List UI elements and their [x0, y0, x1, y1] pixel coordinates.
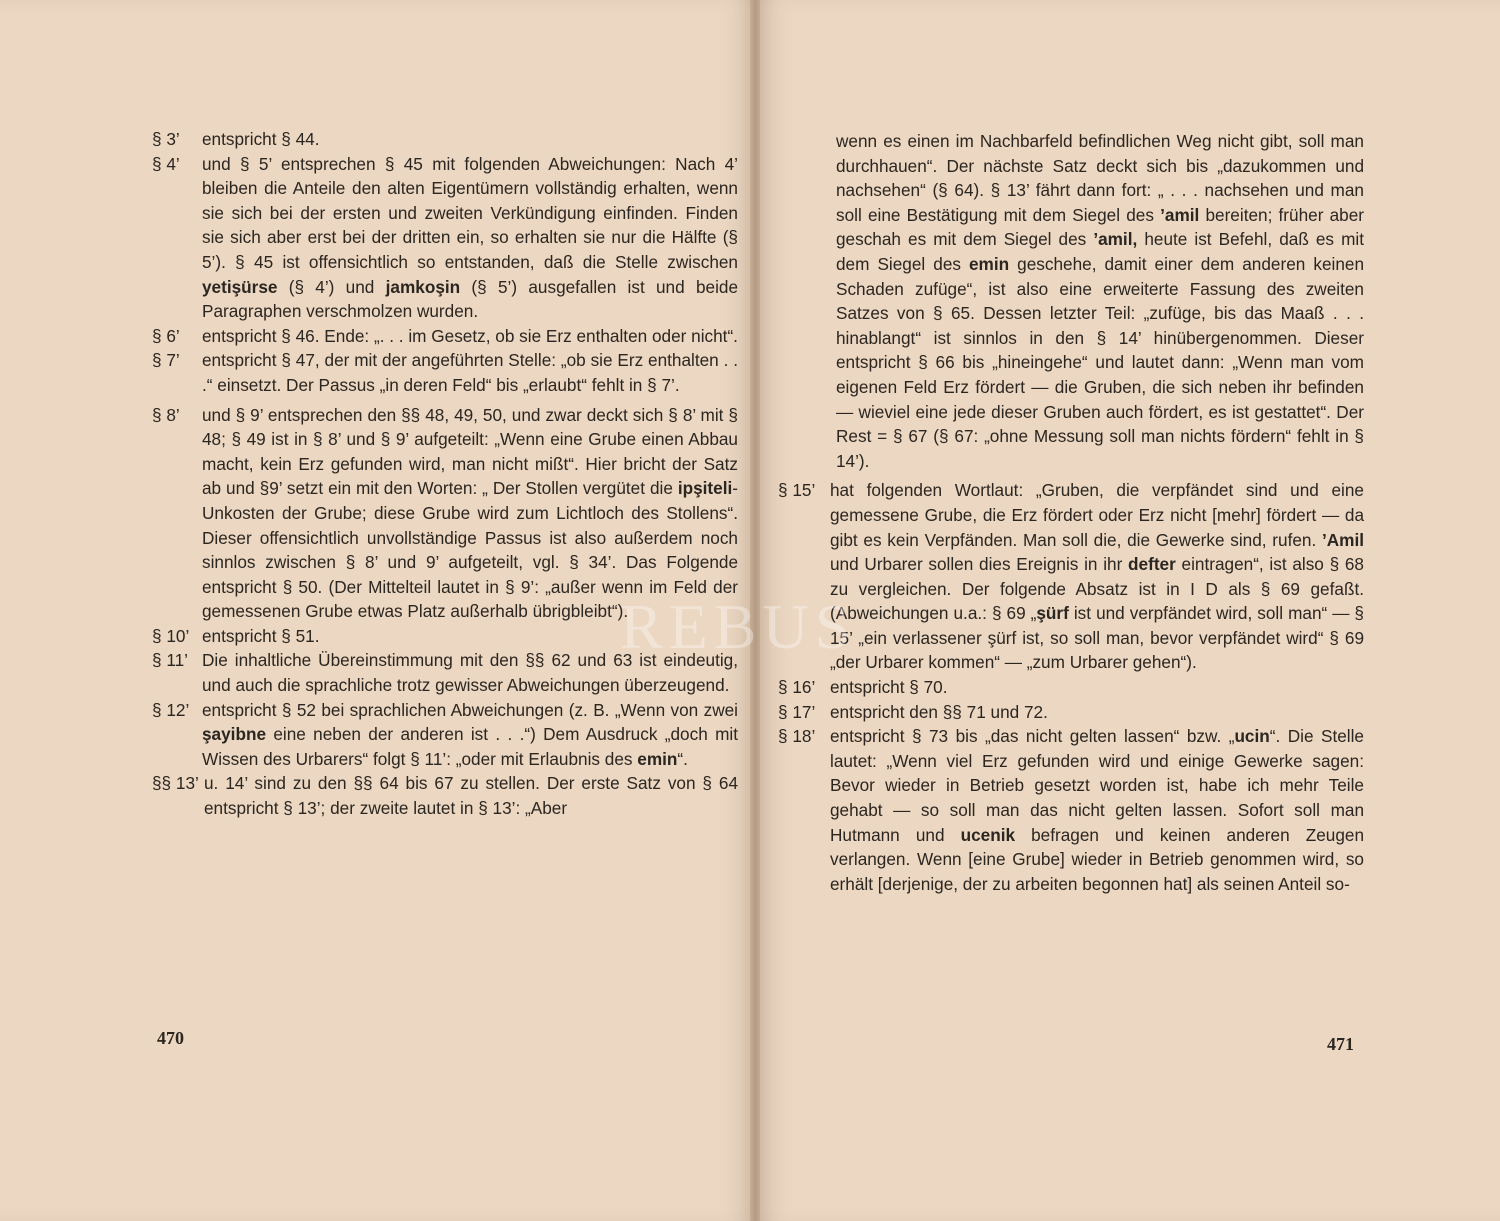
paragraph-text: hat folgenden Wortlaut: „Gruben, die verpfändet sind und eine gemessene Grube, die Erz fördert oder Erz nicht [mehr] fördert — da gibt es kein Verpfänden. Man soll die, die Gewerke sind, rufen. ’Amil und Urbarer sollen dies Ereignis in ihr defter eintragen“, ist also § 68 zu vergleichen. Der folgende Absatz ist in I D als § 69 gefaßt. (Abweichungen u.a.: § 69 „şürf ist und verpfändet wird, soll man“ — § 15’ „ein verlassener şürf ist, so soll man, bevor verpfändet wird“ § 69 „der Urbarer kommen“ — „zum Urbarer gehen“).	[830, 480, 1364, 673]
bold-term: ’amil,	[1093, 229, 1138, 250]
bold-term: ucenik	[960, 824, 1016, 845]
paragraph	[152, 348, 738, 397]
section-mark: § 7’	[152, 350, 180, 371]
section-mark: § 8’	[152, 404, 180, 425]
bold-term: ’Amil	[1321, 529, 1364, 550]
section-mark: §§ 13’	[152, 773, 199, 794]
bold-term: ’amil	[1160, 204, 1200, 225]
bold-term: şürf	[1036, 603, 1069, 624]
paragraph-text: entspricht § 46. Ende: „. . . im Gesetz, ob sie Erz enthalten oder nicht“.	[202, 325, 738, 346]
continued-paragraph: wenn es einen im Nachbarfeld befindlichen Weg nicht gibt, soll man durchhauen“. Der nächste Satz deckt sich bis „dazukommen und nachsehen“ (§ 64). § 13’ fährt dann fort: „ . . . nachsehen und man soll eine Bestätigung mit dem Siegel des ’amil bereiten; früher aber geschah es mit dem Siegel des ’amil, heute ist Befehl, daß es mit dem Siegel des emin geschehe, damit einer dem anderen keinen Schaden zufüge“, ist also eine erweiterte Fassung des zweiten Satzes von § 65. Dessen letzter Teil: „zufüge, bis das Maaß . . . hinablangt“ ist sinnlos in den § 14’ hinübergenommen. Dieser entspricht § 66 bis „hineingehe“ und lautet dann: „Wenn man vom eigenen Feld Erz fördert — die Gruben, die sich neben ihr befinden — wieviel eine jede dieser Gruben auch fördert, es ist gestattet“. Der Rest = § 67 (§ 67: „ohne Messung soll man nichts fördern“ fehlt in § 14’).	[836, 131, 1365, 471]
section-mark: § 17’	[778, 701, 816, 722]
section-mark: § 11’	[152, 650, 188, 671]
paragraph	[152, 127, 738, 152]
paragraph	[152, 698, 738, 772]
paragraph-text: und § 9’ entsprechen den §§ 48, 49, 50, und zwar deckt sich § 8’ mit § 48; § 49 ist in § 8’ und § 9’ aufgeteilt: „Wenn eine Grube einen Abbau macht, kein Erz gefunden wird, man nicht mißt“. Hier bricht der Satz ab und §9’ setzt ein mit den Worten: „ Der Stollen vergütet die ipşiteli-Unkosten der Grube; diese Grube wird zum Lichtloch des Stollens“. Dieser offensichtlich unvollständige Passus ist also außerdem noch sinnlos zwischen § 8’ und 9’ aufgeteilt, vgl. § 34’. Das Folgende entspricht § 50. (Der Mittelteil lautet in § 9’: „außer wenn im Feld der gemessenen Grube etwas Platz außerhalb übrigbleibt“).	[202, 404, 738, 622]
paragraph-text: entspricht § 70.	[830, 677, 948, 698]
section-mark: § 12’	[152, 699, 190, 720]
paragraph-text: und § 5’ entsprechen § 45 mit folgenden Abweichungen: Nach 4’ bleiben die Anteile den alten Eigentümern vollständig erhalten, wenn sie sich bei der ersten und zweiten Verkündigung einfinden. Finden sie sich aber erst bei der dritten ein, so erhalten sie nur die Hälfte (§ 5’). § 45 ist offensichtlich so entstanden, daß die Stelle zwischen yetişürse (§ 4’) und jamkoşin (§ 5’) ausgefallen ist und beide Paragraphen verschmolzen wurden.	[202, 153, 738, 322]
section-mark: § 4’	[152, 153, 180, 174]
paragraph	[778, 478, 1364, 675]
right-page-number: 471	[1327, 1034, 1354, 1054]
section-mark: § 15’	[778, 480, 816, 501]
bold-term: emin	[637, 748, 678, 769]
bold-term: şayibne	[202, 724, 267, 745]
paragraph-text: entspricht den §§ 71 und 72.	[830, 701, 1048, 722]
section-mark: § 18’	[778, 726, 816, 747]
bold-term: yetişürse	[202, 276, 278, 297]
paragraph	[152, 771, 738, 820]
left-page-number: 470	[157, 1028, 184, 1048]
paragraph-text: entspricht § 44.	[202, 129, 320, 149]
watermark: REBUS	[620, 591, 857, 662]
section-mark: § 10’	[152, 625, 190, 646]
paragraph	[778, 675, 1364, 700]
paragraph-text: u. 14’ sind zu den §§ 64 bis 67 zu stellen. Der erste Satz von § 64 entspricht § 13’; der zweite lautet in § 13’: „Aber	[204, 773, 738, 819]
paragraph	[152, 152, 738, 324]
bold-term: emin	[969, 253, 1010, 274]
section-mark: § 6’	[152, 325, 180, 346]
bold-term: ucin	[1234, 726, 1270, 747]
bold-term: ipşiteli	[677, 478, 733, 499]
paragraph-text: entspricht § 52 bei sprachlichen Abweichungen (z. B. „Wenn von zwei şayibne eine neben der anderen ist . . .“) Dem Ausdruck „doch mit Wissen des Urbarers“ folgt § 11’: „oder mit Erlaubnis des emin“.	[202, 699, 738, 769]
right-page-text	[778, 129, 1364, 896]
paragraph	[778, 724, 1364, 896]
paragraph-text: entspricht § 73 bis „das nicht gelten lassen“ bzw. „ucin“. Die Stelle lautet: „Wenn viel Erz gefunden wird und einige Gewerke sagen: Bevor wieder in Betrieb gesetzt worden ist, habe ich mehr Teile gehabt — so soll man das nicht gelten lassen. Sofort soll man Hutmann und ucenik befragen und keinen anderen Zeugen verlangen. Wenn [eine Grube] wieder in Betrieb genommen wird, so erhält [derjenige, der zu arbeiten begonnen hat] als seinen Anteil so-	[830, 726, 1364, 894]
paragraph	[152, 324, 738, 349]
paragraph-text: entspricht § 51.	[202, 625, 320, 646]
section-mark: § 3’	[152, 129, 180, 149]
left-page-text	[152, 127, 738, 821]
paragraph-text: entspricht § 47, der mit der angeführten Stelle: „ob sie Erz enthalten . . .“ einsetzt. Der Passus „in deren Feld“ bis „erlaubt“ fehlt in § 7’.	[202, 350, 738, 395]
paragraph-text: Die inhaltliche Übereinstimmung mit den §§ 62 und 63 ist eindeutig, und auch die sprachliche trotz gewisser Abweichungen überzeugend.	[202, 650, 738, 696]
section-mark: § 16’	[778, 677, 816, 698]
bold-term: jamkoşin	[385, 276, 461, 297]
paragraph	[778, 700, 1364, 725]
bold-term: defter	[1128, 554, 1176, 575]
right-page	[760, 0, 1500, 1221]
